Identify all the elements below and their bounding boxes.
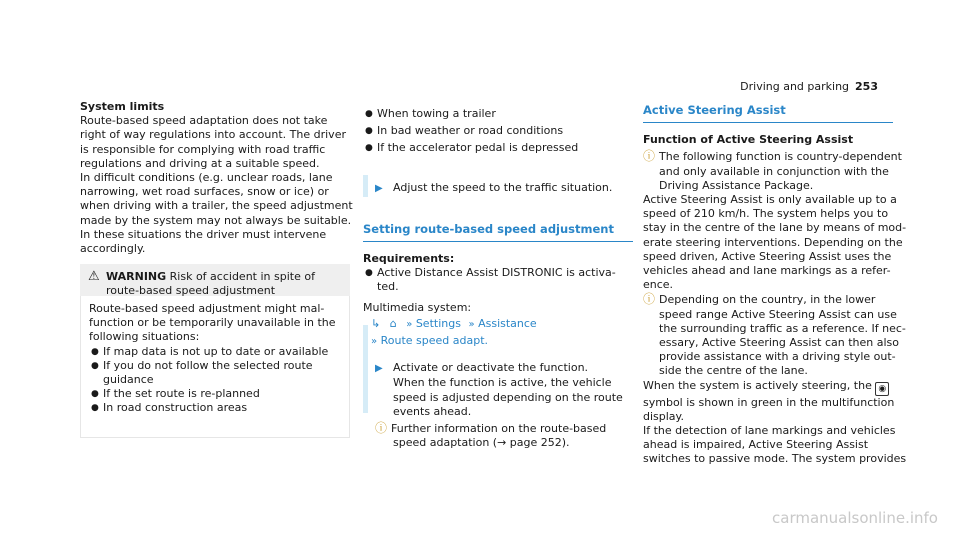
note-text: The following function is country-dependent bbox=[659, 150, 902, 164]
text-line: essary, Active Steering Assist can then also bbox=[659, 336, 899, 350]
bullet-text: In road construction areas bbox=[103, 401, 248, 415]
bullet-dot-icon: ● bbox=[365, 268, 373, 279]
return-arrow-icon: ↳ bbox=[371, 316, 381, 330]
text-line: speed driven, Active Steering Assist uses the bbox=[643, 249, 892, 263]
warning-bullets bbox=[89, 345, 341, 416]
active-steering-paragraph bbox=[643, 193, 907, 292]
text-line: In difficult conditions (e.g. unclear roads, lane bbox=[80, 171, 333, 185]
text-line: ahead is impaired, Active Steering Assist bbox=[643, 438, 869, 452]
step-line: When the function is active, the vehicle bbox=[393, 376, 612, 390]
text-line: In these situations the driver must intervene bbox=[80, 227, 327, 241]
warning-bullet-item bbox=[89, 359, 341, 373]
text-line: If the detection of lane markings and vehicles bbox=[643, 424, 896, 438]
text-line: Active Steering Assist is only available up to a bbox=[643, 193, 897, 207]
text-line: right of way regulations into account. The driver bbox=[80, 128, 346, 142]
chevron-right-icon: » bbox=[371, 336, 378, 348]
warning-title-line1: Risk of accident in spite of bbox=[169, 270, 315, 283]
adjust-speed-action: Adjust the speed to the traffic situation. bbox=[393, 180, 613, 194]
requirement-line-2: ted. bbox=[377, 280, 399, 294]
home-icon: ⌂ bbox=[389, 316, 397, 330]
text-line: erate steering interventions. Depending on the bbox=[643, 235, 903, 249]
condition-bullet-item bbox=[363, 141, 633, 155]
text-line: and only available in conjunction with the bbox=[659, 164, 889, 178]
steering-symbol-paragraph bbox=[643, 396, 893, 424]
menu-settings[interactable]: Settings bbox=[415, 316, 461, 330]
text-line bbox=[643, 292, 893, 307]
bullet-text: In bad weather or road conditions bbox=[377, 124, 564, 138]
text-line: display. bbox=[643, 409, 684, 423]
warning-header bbox=[80, 264, 350, 296]
warning-bullet-item bbox=[89, 345, 341, 359]
country-dependent-note bbox=[643, 149, 902, 193]
text-line: side the centre of the lane. bbox=[659, 364, 808, 378]
bullet-text: If you do not follow the selected route bbox=[103, 358, 313, 372]
bullet-text: When towing a trailer bbox=[377, 107, 496, 120]
text-line: made by the system may not always be suitable. bbox=[80, 213, 352, 227]
info-icon: ⓘ bbox=[643, 149, 656, 164]
warning-title-line2: route-based speed adjustment bbox=[106, 284, 276, 298]
menu-assistance[interactable]: Assistance bbox=[478, 316, 537, 330]
text-line: switches to passive mode. The system provides bbox=[643, 452, 907, 466]
warning-text bbox=[89, 302, 341, 345]
warning-triangle-icon: ⚠ bbox=[88, 269, 100, 284]
further-info-note bbox=[363, 421, 633, 450]
bullet-text: If the accelerator pedal is depressed bbox=[377, 141, 579, 155]
system-limits-title: System limits bbox=[80, 100, 165, 113]
system-limits-section bbox=[80, 100, 353, 256]
text-line: ence. bbox=[643, 278, 674, 292]
activate-step bbox=[363, 361, 633, 419]
page-header bbox=[740, 80, 878, 94]
system-limits-text bbox=[80, 114, 353, 256]
warning-bullet-item bbox=[89, 387, 341, 401]
text-line: Route-based speed adjustment might mal- bbox=[89, 302, 325, 315]
bullet-dot-icon: ● bbox=[365, 126, 373, 137]
warning-bullet-item bbox=[89, 373, 341, 387]
menu-path bbox=[363, 317, 633, 332]
header-section: Driving and parking bbox=[740, 80, 850, 93]
text-line: vehicles ahead and lane markings as a refer- bbox=[643, 264, 891, 278]
note-line: Further information on the route-based bbox=[391, 422, 607, 436]
bullet-dot-icon: ● bbox=[91, 403, 99, 414]
continued-bullets bbox=[363, 107, 633, 156]
bullet-text: If map data is not up to date or available bbox=[103, 344, 329, 358]
text-line: when driving with a trailer, the speed adjustment bbox=[80, 199, 353, 213]
function-subtitle: Function of Active Steering Assist bbox=[643, 133, 854, 147]
chevron-right-icon: » bbox=[406, 318, 413, 330]
bullet-text: If the set route is re-planned bbox=[103, 387, 260, 401]
step-line: speed is adjusted depending on the route bbox=[393, 390, 623, 404]
info-icon: ⓘ bbox=[375, 421, 388, 436]
steering-symbol-line bbox=[643, 379, 893, 396]
step-line: events ahead. bbox=[393, 404, 472, 418]
active-steering-assist-title: Active Steering Assist bbox=[643, 103, 786, 117]
lower-speed-note bbox=[643, 292, 906, 378]
bullet-dot-icon: ● bbox=[91, 346, 99, 357]
text-line: regulations and driving at a suitable speed. bbox=[80, 156, 320, 170]
warning-bullet-item bbox=[89, 401, 341, 415]
text-line: following situations: bbox=[89, 330, 200, 344]
requirement-line-1: Active Distance Assist DISTRONIC is activa- bbox=[377, 266, 616, 280]
bullet-dot-icon: ● bbox=[365, 109, 373, 119]
text-line: provide assistance with a driving style out- bbox=[659, 350, 896, 364]
text-line: speed range Active Steering Assist can use bbox=[659, 307, 897, 321]
info-icon: ⓘ bbox=[643, 292, 656, 307]
column-2 bbox=[363, 107, 633, 450]
action-arrow-icon: ▶ bbox=[375, 363, 383, 375]
bullet-dot-icon: ● bbox=[365, 143, 373, 154]
steering-wheel-icon: ◉ bbox=[875, 382, 889, 396]
action-arrow-icon: ▶ bbox=[375, 182, 383, 194]
bullet-dot-icon bbox=[89, 373, 103, 387]
condition-bullet-item bbox=[363, 107, 633, 121]
text-line: accordingly. bbox=[80, 242, 146, 256]
text-line bbox=[643, 149, 902, 164]
para2-text: When the system is actively steering, the bbox=[643, 378, 872, 392]
text-line: the surrounding traffic as a reference. If nec- bbox=[659, 321, 906, 335]
note-text: Depending on the country, in the lower bbox=[659, 293, 876, 307]
step-highlight-bar bbox=[363, 175, 368, 197]
bullet-dot-icon: ● bbox=[91, 360, 99, 371]
warning-body bbox=[80, 296, 350, 438]
requirements-label: Requirements: bbox=[363, 252, 455, 266]
bullet-text: guidance bbox=[103, 373, 154, 387]
text-line: speed of 210 km/h. The system helps you to bbox=[643, 207, 889, 221]
step-line: Activate or deactivate the function. bbox=[393, 361, 589, 375]
text-line: stay in the centre of the lane by means of mod- bbox=[643, 221, 907, 235]
menu-route-speed-adapt[interactable]: Route speed adapt. bbox=[380, 334, 489, 348]
text-line: function or be temporarily unavailable in the bbox=[89, 316, 336, 330]
multimedia-label: Multimedia system: bbox=[363, 300, 472, 314]
text-line: Route-based speed adaptation does not take bbox=[80, 114, 328, 128]
step-highlight-bar bbox=[363, 325, 368, 413]
warning-label: WARNING bbox=[106, 270, 167, 283]
watermark: carmanualsonline.info bbox=[772, 508, 938, 527]
column-3 bbox=[643, 103, 907, 467]
bullet-dot-icon: ● bbox=[91, 389, 99, 400]
chevron-right-icon: » bbox=[468, 318, 475, 330]
text-line: narrowing, wet road surfaces, snow or ice) or bbox=[80, 185, 329, 199]
condition-bullet-item bbox=[363, 124, 633, 138]
setting-route-speed-title: Setting route-based speed adjustment bbox=[363, 221, 614, 236]
note-line[interactable]: speed adaptation (→ page 252). bbox=[393, 436, 570, 450]
text-line: is responsible for complying with road traffic bbox=[80, 142, 326, 156]
text-line: Driving Assistance Package. bbox=[659, 178, 814, 192]
text-line: symbol is shown in green in the multifunction bbox=[643, 395, 895, 409]
passive-mode-paragraph bbox=[643, 424, 907, 467]
page-number: 253 bbox=[855, 80, 878, 93]
